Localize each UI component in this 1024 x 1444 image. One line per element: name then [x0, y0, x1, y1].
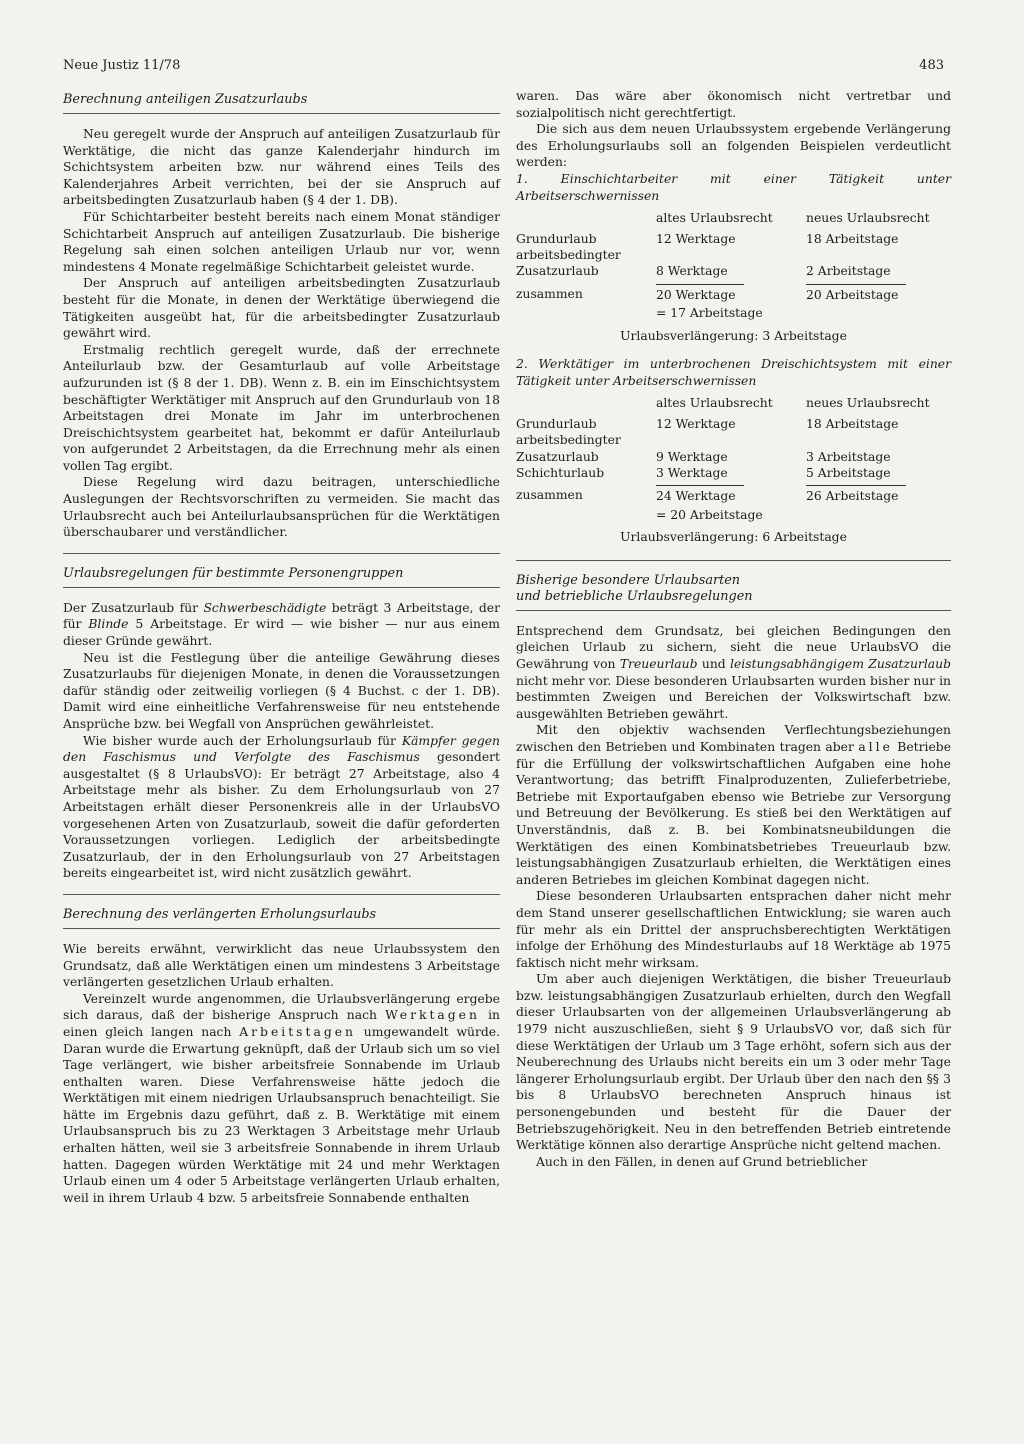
journal-issue: Neue Justiz 11/78 [63, 58, 181, 73]
column-header-new: neues Urlaubsrecht [806, 211, 930, 226]
row-label: Grundurlaub [516, 416, 597, 431]
paragraph: waren. Das wäre aber ökonomisch nicht vertretbar und sozialpolitisch nicht gerechtfertigt. [516, 89, 951, 120]
section-title-anteiliger-zusatzurlaub: Berechnung anteiligen Zusatzurlaubs [63, 92, 500, 114]
paragraph: Entsprechend dem Grundsatz, bei gleichen Bedingungen den gleichen Urlaub zu sichern, sieht die neue UrlaubsVO die Gewährung von Treueurlaub und leistungsabhängigem Zusatzurlaub nicht mehr vor. Diese besonderen Urlaubsarten wurden bisher nur in bestimmten Zweigen und Bereichen der Volkswirtschaft bzw. ausgewählten Betrieben gewährt. [516, 623, 951, 721]
paragraph: Erstmalig rechtlich geregelt wurde, daß der errechnete Anteilurlaub bzw. der Gesamturlaub auf volle Arbeitstage aufzurunden ist (§ 8 der 1. DB). Wenn z. B. ein im Einschichtsystem beschäftigter Werktätiger mit Anspruch auf den Grundurlaub von 18 Arbeitstagen drei Monate im Jahr im unterbrochenen Dreischichtsystem gearbeitet hat, bekommt er dafür Anteilurlaub von aufgerundet 2 Arbeitstagen, da die Errechnung mehr als einen vollen Tag ergibt. [63, 342, 500, 473]
right-column [516, 88, 951, 1170]
section-title-besondere-urlaubsarten: Bisherige besondere Urlaubsarten und betriebliche Urlaubsregelungen [516, 573, 951, 611]
column-header-old: altes Urlaubsrecht [656, 396, 773, 411]
paragraph: Die sich aus dem neuen Urlaubssystem ergebende Verlängerung des Erholungsurlaubs soll an folgenden Beispielen verdeutlicht werden: [516, 122, 951, 170]
section-title-personengruppen: Urlaubsregelungen für bestimmte Personengruppen [63, 566, 500, 588]
column-header-old: altes Urlaubsrecht [656, 211, 773, 226]
paragraph: Diese Regelung wird dazu beitragen, unterschiedliche Auslegungen der Rechtsvorschriften zu vermeiden. Sie macht das Urlaubsrecht auch bei Anteilurlaubsansprüchen für die Werktätigen überschaubarer und verständlicher. [63, 475, 500, 540]
example-2-title: 2. Werktätiger im unterbrochenen Dreischichtsystem mit einer Tätigkeit unter Arbeitserschwernissen [516, 357, 951, 388]
column-header-new: neues Urlaubsrecht [806, 396, 930, 411]
paragraph: Der Zusatzurlaub für Schwerbeschädigte beträgt 3 Arbeitstage, der für Blinde 5 Arbeitstage. Er wird — wie bisher — nur aus einem dieser Gründe gewährt. [63, 600, 501, 649]
comparison-table-1: altes Urlaubsrecht neues Urlaubsrecht Grundurlaub 12 Werktage 18 Arbeitstage arbeitsbedingter Zusatzurlaub 8 Werktage 2 Arbeitstage zusammen 20 Werktage = 17 Arbeitstage 20 Arbeitstage [516, 210, 951, 321]
row-label: arbeitsbedingter Zusatzurlaub [516, 247, 621, 279]
section-divider [516, 560, 951, 561]
paragraph: Diese besonderen Urlaubsarten entsprachen daher nicht mehr dem Stand unserer gesellschaftlichen Entwicklung; sie waren auch für mehr als ein Drittel der anspruchsberechtigten Werktätigen infolge der Erhöhung des Mindesturlaubs auf 18 Werktäge ab 1975 faktisch nicht mehr wirksam. [516, 889, 951, 970]
section-divider [63, 894, 500, 895]
row-label: arbeitsbedingter Zusatzurlaub [516, 433, 621, 464]
page-header [63, 58, 944, 78]
paragraph: Auch in den Fällen, in denen auf Grund betrieblicher [536, 1154, 868, 1169]
row-label: zusammen [516, 286, 583, 301]
section-divider [63, 553, 500, 554]
paragraph: Um aber auch diejenigen Werktätigen, die bisher Treueurlaub bzw. leistungsabhängigen Zusatzurlaub erhielten, durch den Wegfall dieser Urlaubsarten von der allgemeinen Urlaubsverlängerung ab 1979 nicht auszuschließen, sieht § 9 UrlaubsVO vor, daß sich für diese Werktätigen der Urlaub um 3 Tage erhöht, sofern sich aus der Neuberechnung des Urlaubs nicht bereits ein um 3 oder mehr Tage längerer Erholungsurlaub ergibt. Der Urlaub über den nach den §§ 3 bis 8 UrlaubsVO berechneten Anspruch hinaus ist personengebunden und besteht für die Dauer der Betriebszugehörigkeit. Neu in den betreffenden Betrieb eintretende Werktätige können also derartige Ansprüche nicht geltend machen. [516, 972, 951, 1153]
paragraph: Mit den objektiv wachsenden Verflechtungsbeziehungen zwischen den Betrieben und Kombinaten tragen aber alle Betriebe für die Erfüllung der volkswirtschaftlichen Aufgaben eine hohe Verantwortung; das betrifft Finalproduzenten, Zulieferbetriebe, Betriebe mit Exportaufgaben ebenso wie Betriebe zur Versorgung und Betreuung der Bevölkerung. Es stieß bei den Werktätigen auf Unverständnis, daß z. B. bei Kombinatsneubildungen die Werktätigen des einen Kombinatsbetriebes Treueurlaub bzw. leistungsabhängigen Zusatzurlaub erhielten, die Werktätigen eines anderen Betriebes im gleichen Kombinat dagegen nicht. [516, 723, 951, 887]
paragraph: Wie bisher wurde auch der Erholungsurlaub für Kämpfer gegen den Faschismus und Verfolgte des Faschismus gesondert ausgestaltet (§ 8 UrlaubsVO): Er beträgt 27 Arbeitstage, also 4 Arbeitstage mehr als bisher. Zu dem Erholungsurlaub von 27 Arbeitstagen erhält dieser Personenkreis alle in der UrlaubsVO vorgesehenen Arten von Zusatzurlaub, soweit die dafür geforderten Voraussetzungen vorliegen. Lediglich der arbeitsbedingte Zusatzurlaub, der in den Erholungsurlaub von 27 Arbeitstagen bereits eingearbeitet ist, wird nicht zusätzlich gewährt. [63, 733, 500, 881]
paragraph: Für Schichtarbeiter besteht bereits nach einem Monat ständiger Schichtarbeit Anspruch auf anteiligen Zusatzurlaub. Die bisherige Regelung sah einen solchen anteiligen Urlaub nur vor, wenn mindestens 4 Monate regelmäßige Schichtarbeit geleistet wurde. [63, 209, 500, 274]
paragraph: Neu geregelt wurde der Anspruch auf anteiligen Zusatzurlaub für Werktätige, die nicht das ganze Kalenderjahr hindurch im Schichtsystem arbeiten bzw. nur während eines Teils des Kalenderjahres Arbeit verrichten, bei der sie Anspruch auf arbeitsbedingten Zusatzurlaub haben (§ 4 der 1. DB). [63, 127, 500, 208]
section-title-verlaengerter-erholungsurlaub: Berechnung des verlängerten Erholungsurlaubs [63, 907, 500, 929]
example-1-result: Urlaubsverlängerung: 3 Arbeitstage [620, 328, 847, 343]
comparison-table-2: altes Urlaubsrecht neues Urlaubsrecht Grundurlaub 12 Werktage 18 Arbeitstage arbeitsbedingter Zusatzurlaub 9 Werktage 3 Arbeitstage Schichturlaub 3 Werktage 5 Arbeitstage zusammen 24 Werktage = 20 Arbeitstage 26 Arbeitstage [516, 395, 951, 523]
row-label: Schichturlaub [516, 466, 605, 480]
row-label: Grundurlaub [516, 231, 597, 246]
left-column [63, 88, 500, 1206]
paragraph: Der Anspruch auf anteiligen arbeitsbedingten Zusatzurlaub besteht für die Monate, in denen der Werktätige überwiegend die Tätigkeiten ausgeübt hat, für die arbeitsbedingter Zusatzurlaub gewährt wird. [63, 276, 500, 341]
paragraph: Wie bereits erwähnt, verwirklicht das neue Urlaubssystem den Grundsatz, daß alle Werktätigen einen um mindestens 3 Arbeitstage verlängerten gesetzlichen Urlaub erhalten. [63, 941, 500, 990]
paragraph: Neu ist die Festlegung über die anteilige Gewährung dieses Zusatzurlaubs für diejenigen Monate, in denen die Voraussetzungen dafür ständig oder zeitweilig vorliegen (§ 4 Buchst. c der 1. DB). Damit wird eine einheitliche Verfahrensweise für neu entstehende Ansprüche bzw. bei Wegfall von Ansprüchen gewährleistet. [63, 650, 500, 731]
example-2-result: Urlaubsverlängerung: 6 Arbeitstage [620, 530, 847, 545]
row-label: zusammen [516, 488, 583, 503]
sum-row: zusammen 24 Werktage = 20 Arbeitstage 26 Arbeitstage [516, 481, 951, 523]
page-number: 483 [919, 58, 944, 73]
sum-row: zusammen 20 Werktage = 17 Arbeitstage 20 Arbeitstage [516, 280, 951, 322]
paragraph: Vereinzelt wurde angenommen, die Urlaubsverlängerung ergebe sich daraus, daß der bisherige Anspruch nach Werktagen in einen gleich langen nach Arbeitstagen umgewandelt würde. Daran wurde die Erwartung geknüpft, daß der Urlaub sich um so viel Tage verlängert, wie bisher arbeitsfreie Sonnabende im Urlaub enthalten waren. Diese Verfahrensweise hätte jedoch die Werktätigen mit einem niedrigen Urlaubsanspruch benachteiligt. Sie hätte im Ergebnis dazu geführt, daß z. B. Werktätige mit einem Urlaubsanspruch bis zu 23 Werktagen 3 Arbeitstage mehr Urlaub erhalten hätten, weil sie 3 arbeitsfreie Sonnabende in ihrem Urlaub hatten. Dagegen würden Werktätige mit 24 und mehr Werktagen Urlaub einen um 4 oder 5 Arbeitstage verlängerten Urlaub erhalten, weil in ihrem Urlaub 4 bzw. 5 arbeitsfreie Sonnabende enthalten [63, 991, 500, 1205]
example-1-title: 1. Einschichtarbeiter mit einer Tätigkeit unter Arbeitserschwernissen [516, 171, 951, 203]
